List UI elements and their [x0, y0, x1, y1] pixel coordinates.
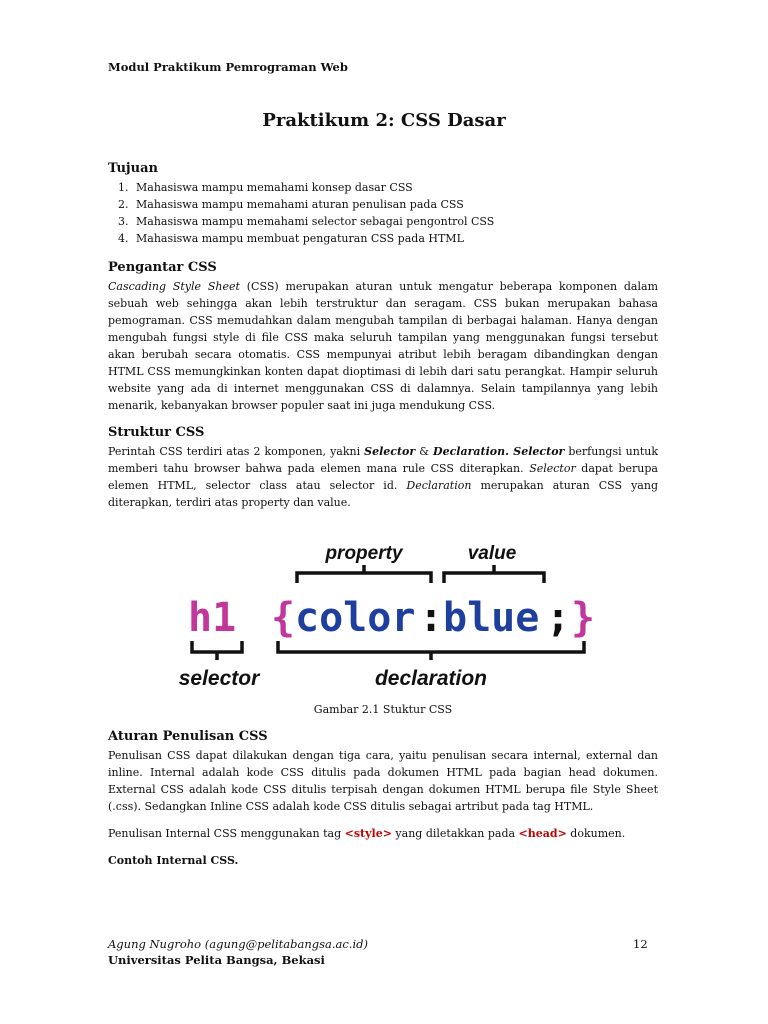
pengantar-lead: Cascading Style Sheet	[108, 280, 240, 293]
code-value: blue	[443, 595, 540, 641]
tag-style: <style>	[344, 827, 392, 840]
value-brace	[444, 565, 544, 583]
figure-caption: Gambar 2.1 Stuktur CSS	[313, 703, 453, 716]
contoh-label	[108, 852, 658, 869]
pengantar-paragraph	[108, 278, 658, 414]
code-open-brace: {	[271, 595, 296, 641]
label-declaration: declaration	[374, 667, 488, 690]
pengantar-heading: Pengantar CSS	[108, 260, 217, 275]
css-structure-diagram	[108, 525, 658, 695]
struktur-selector-italic: Selector	[529, 462, 576, 475]
struktur-text-2: berfungsi untuk memberi tahu browser bahwa pada elemen mana rule CSS diterapkan.	[108, 445, 658, 475]
struktur-heading: Struktur CSS	[108, 425, 205, 440]
code-colon: :	[419, 595, 444, 641]
struktur-paragraph	[108, 443, 658, 511]
label-property: property	[325, 543, 403, 564]
property-brace	[297, 565, 431, 583]
footer-author: Agung Nugroho (agung@pelitabangsa.ac.id)	[108, 937, 368, 951]
code-selector: h1	[188, 595, 237, 641]
struktur-declaration-term: Declaration. Selector	[433, 445, 565, 458]
label-value: value	[467, 543, 517, 564]
struktur-text-3: dapat berupa elemen HTML, selector class atau selector id.	[108, 462, 658, 492]
list-item: 1. Mahasiswa mampu memahami konsep dasar CSS	[132, 179, 658, 196]
struktur-text-4: merupakan aturan CSS yang diterapkan, terdiri atas property dan value.	[108, 479, 658, 509]
list-item: 3. Mahasiswa mampu memahami selector sebagai pengontrol CSS	[132, 213, 658, 230]
selector-brace	[192, 641, 242, 660]
tujuan-list	[108, 179, 658, 247]
aturan-paragraph-1: Penulisan CSS dapat dilakukan dengan tiga cara, yaitu penulisan secara internal, external dan inline. Internal adalah kode CSS ditulis pada dokumen HTML pada bagian head dokumen. External CSS adalah kode CSS ditulis terpisah dengan dokumen HTML berupa file Style Sheet (.css). Sedangkan Inline CSS adalah kode CSS ditulis sebagai artribut pada tag HTML.	[108, 749, 658, 813]
struktur-selector-term: Selector	[364, 445, 416, 458]
running-header: Modul Praktikum Pemrograman Web	[108, 60, 348, 74]
footer-university: Universitas Pelita Bangsa, Bekasi	[108, 953, 325, 967]
tag-head: <head>	[518, 827, 567, 840]
aturan-heading: Aturan Penulisan CSS	[108, 729, 268, 744]
list-item: 4. Mahasiswa mampu membuat pengaturan CSS pada HTML	[132, 230, 658, 247]
aturan-paragraph-2	[108, 825, 658, 842]
css-code-line	[188, 595, 595, 641]
declaration-brace	[278, 641, 584, 660]
page-number: 12	[633, 937, 648, 951]
page-title: Praktikum 2: CSS Dasar	[262, 110, 506, 131]
aturan-text-b: yang diletakkan pada	[391, 827, 519, 840]
code-close-brace: }	[571, 595, 596, 641]
tujuan-heading: Tujuan	[108, 161, 158, 176]
main-content	[108, 160, 658, 869]
struktur-amp: &	[415, 445, 434, 458]
contoh-text: Contoh Internal CSS.	[108, 854, 239, 867]
label-selector: selector	[178, 667, 260, 690]
aturan-text-c: dokumen.	[566, 827, 626, 840]
pengantar-body: (CSS) merupakan aturan untuk mengatur beberapa komponen dalam sebuah web sehingga akan lebih terstruktur dan seragam. CSS bukan merupakan bahasa pemograman. CSS memudahkan dalam mengubah tampilan di berbagai halaman. Hanya dengan mengubah fungsi style di file CSS maka seluruh tampilan yang menggunakan fungsi tersebut akan berubah secara otomatis. CSS mempunyai atribut lebih beragam dibandingkan dengan HTML CSS memungkinkan konten dapat dioptimasi di lebih dari satu perangkat. Hampir seluruh website yang ada di internet menggunakan CSS di dalamnya. Selain tampilannya yang lebih menarik, kebanyakan browser populer saat ini juga mendukung CSS.	[108, 280, 658, 412]
struktur-text-1: Perintah CSS terdiri atas 2 komponen, yakni	[108, 445, 365, 458]
struktur-declaration-italic: Declaration	[406, 479, 472, 492]
list-item: 2. Mahasiswa mampu memahami aturan penulisan pada CSS	[132, 196, 658, 213]
aturan-text-a: Penulisan Internal CSS menggunakan tag	[108, 827, 345, 840]
code-semicolon: ;	[546, 595, 571, 641]
css-structure-figure	[108, 525, 658, 695]
code-property: color	[295, 595, 416, 641]
